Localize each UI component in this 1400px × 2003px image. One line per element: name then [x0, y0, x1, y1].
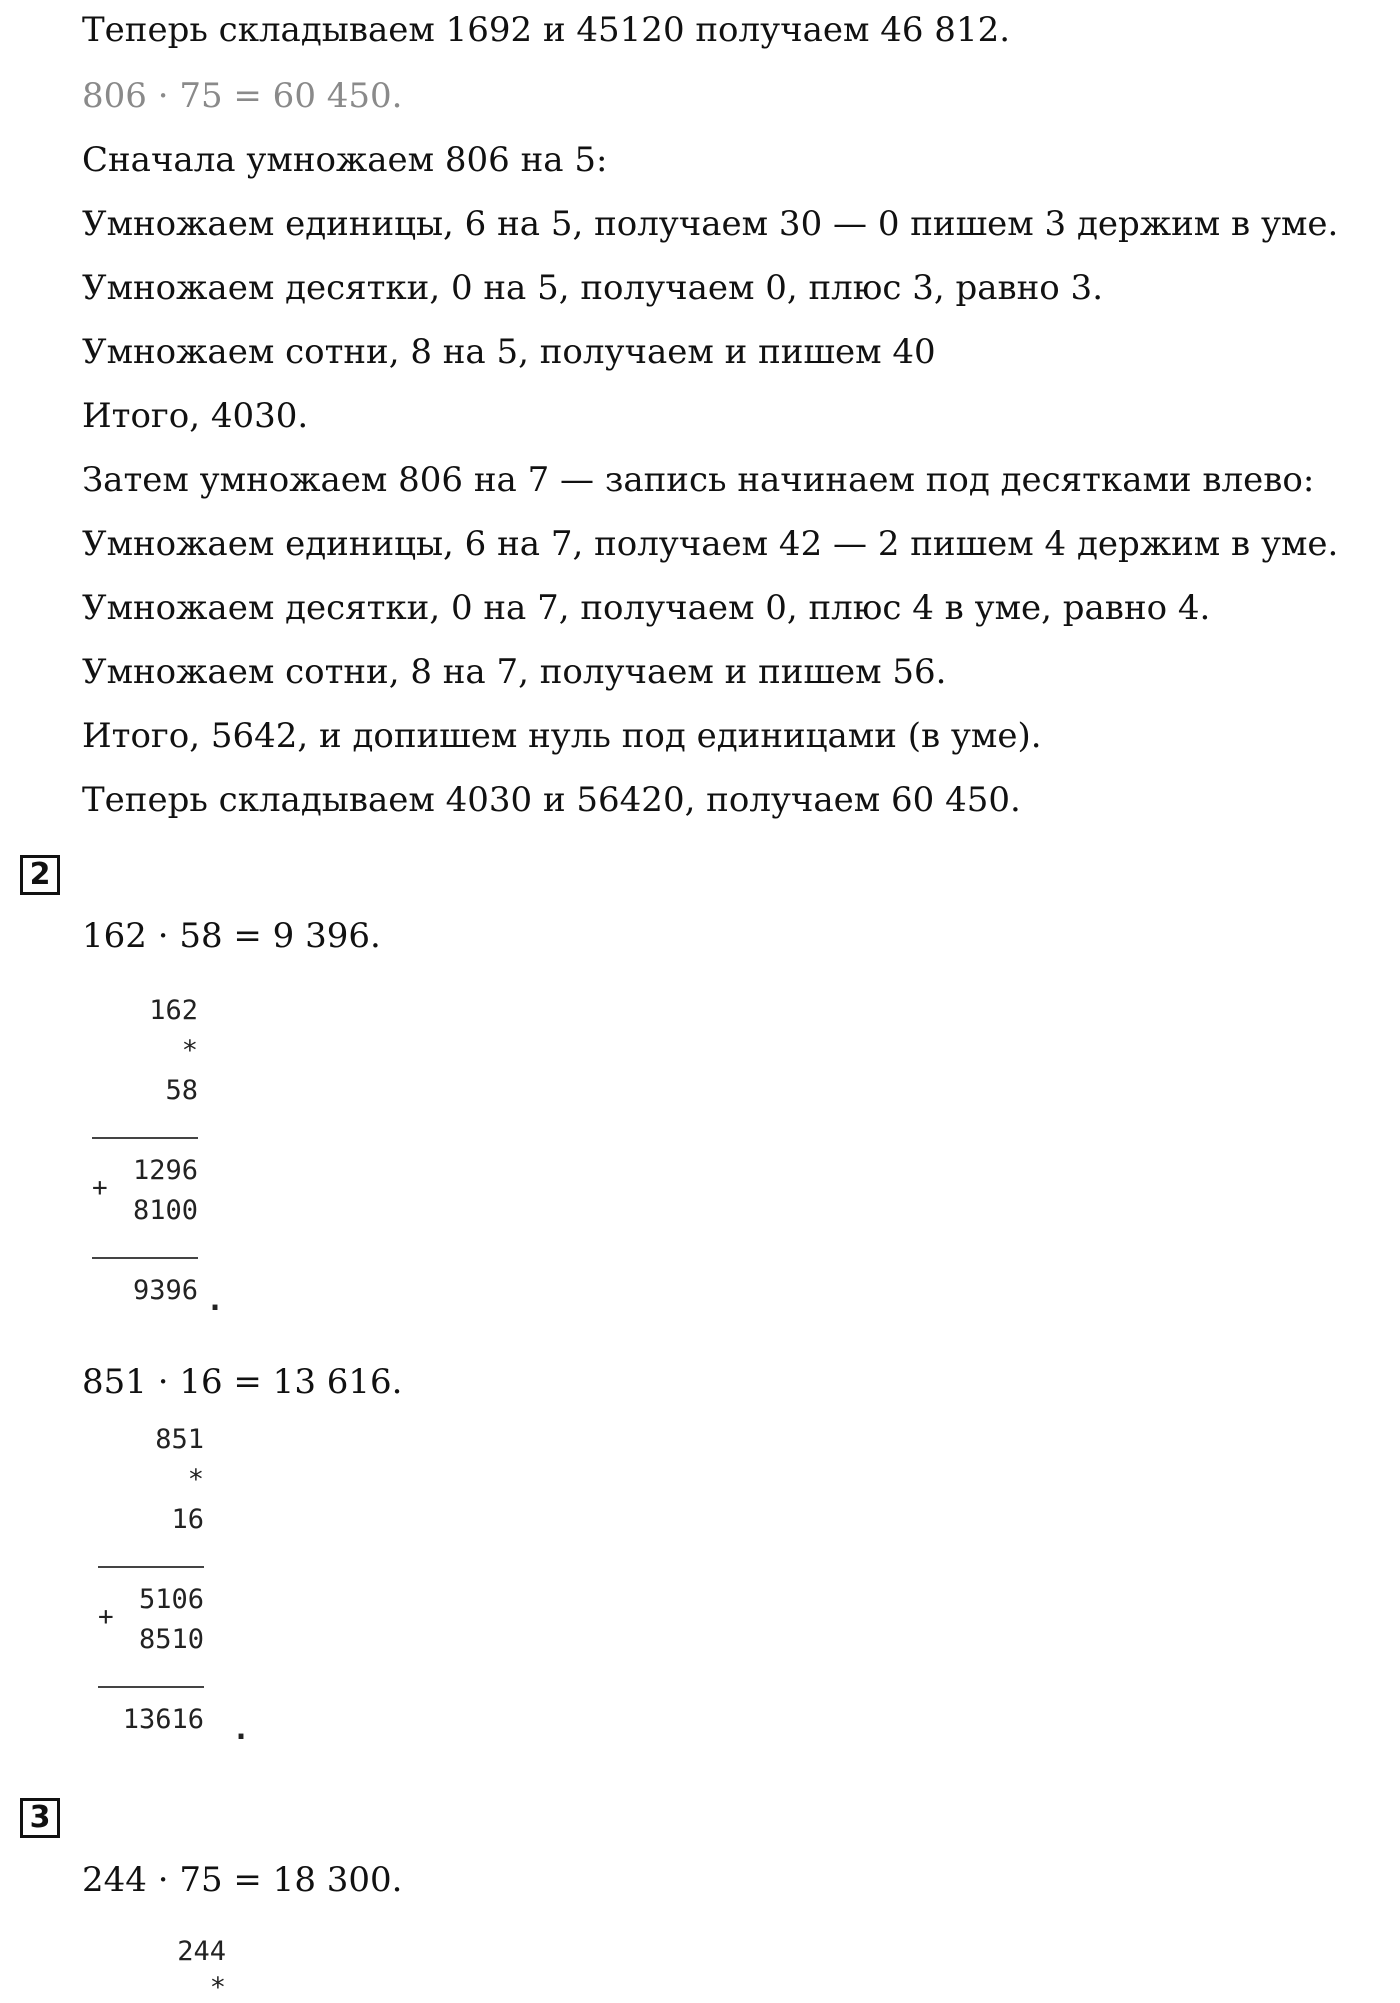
task-number-badge: 2 [20, 855, 60, 895]
partial-product: 5106 [138, 1584, 204, 1615]
multiply-sign: * [209, 1972, 226, 2003]
text-line: Теперь складываем 4030 и 56420, получаем 60 450. [82, 780, 1021, 820]
column-multiplication [80, 995, 225, 1335]
period-mark: . [206, 1283, 225, 1318]
multiplier: 16 [171, 1504, 204, 1535]
column-multiplication [86, 1424, 251, 1764]
text-line: Умножаем сотни, 8 на 7, получаем и пишем 56. [82, 652, 947, 692]
multiply-sign: * [181, 1035, 198, 1066]
multiplier: 58 [165, 1075, 198, 1106]
column-multiplication [108, 1936, 226, 2003]
text-line: Умножаем десятки, 0 на 5, получаем 0, плюс 3, равно 3. [82, 268, 1103, 308]
divider-line [98, 1566, 204, 1568]
plus-sign: + [92, 1173, 108, 1203]
text-line: Итого, 4030. [82, 396, 309, 436]
text-line: Сначала умножаем 806 на 5: [82, 140, 608, 180]
text-line: Затем умножаем 806 на 7 — запись начинаем под десятками влево: [82, 460, 1315, 500]
text-line: Умножаем единицы, 6 на 5, получаем 30 — 0 пишем 3 держим в уме. [82, 204, 1339, 244]
divider-line [92, 1137, 198, 1139]
partial-product: 1296 [132, 1155, 198, 1186]
partial-product: 8100 [132, 1195, 198, 1226]
period-mark: . [232, 1712, 251, 1747]
multiplicand: 162 [149, 995, 198, 1026]
task-number-badge: 3 [20, 1798, 60, 1838]
partial-product: 8510 [138, 1624, 204, 1655]
multiplicand: 244 [177, 1936, 226, 1967]
text-line: Умножаем единицы, 6 на 7, получаем 42 — 2 пишем 4 держим в уме. [82, 524, 1339, 564]
product-result: 13616 [122, 1704, 204, 1735]
divider-line [92, 1257, 198, 1259]
text-line: Умножаем десятки, 0 на 7, получаем 0, плюс 4 в уме, равно 4. [82, 588, 1211, 628]
equation-line: 244 · 75 = 18 300. [82, 1860, 403, 1900]
equation-line: 806 · 75 = 60 450. [82, 76, 403, 116]
plus-sign: + [98, 1602, 114, 1632]
equation-line: 162 · 58 = 9 396. [82, 916, 381, 956]
divider-line [98, 1686, 204, 1688]
text-line: Итого, 5642, и допишем нуль под единицами (в уме). [82, 716, 1042, 756]
text-line: Умножаем сотни, 8 на 5, получаем и пишем 40 [82, 332, 936, 372]
equation-line: 851 · 16 = 13 616. [82, 1362, 403, 1402]
multiply-sign: * [187, 1464, 204, 1495]
text-line: Теперь складываем 1692 и 45120 получаем 46 812. [82, 10, 1011, 50]
multiplicand: 851 [155, 1424, 204, 1455]
product-result: 9396 [132, 1275, 198, 1306]
